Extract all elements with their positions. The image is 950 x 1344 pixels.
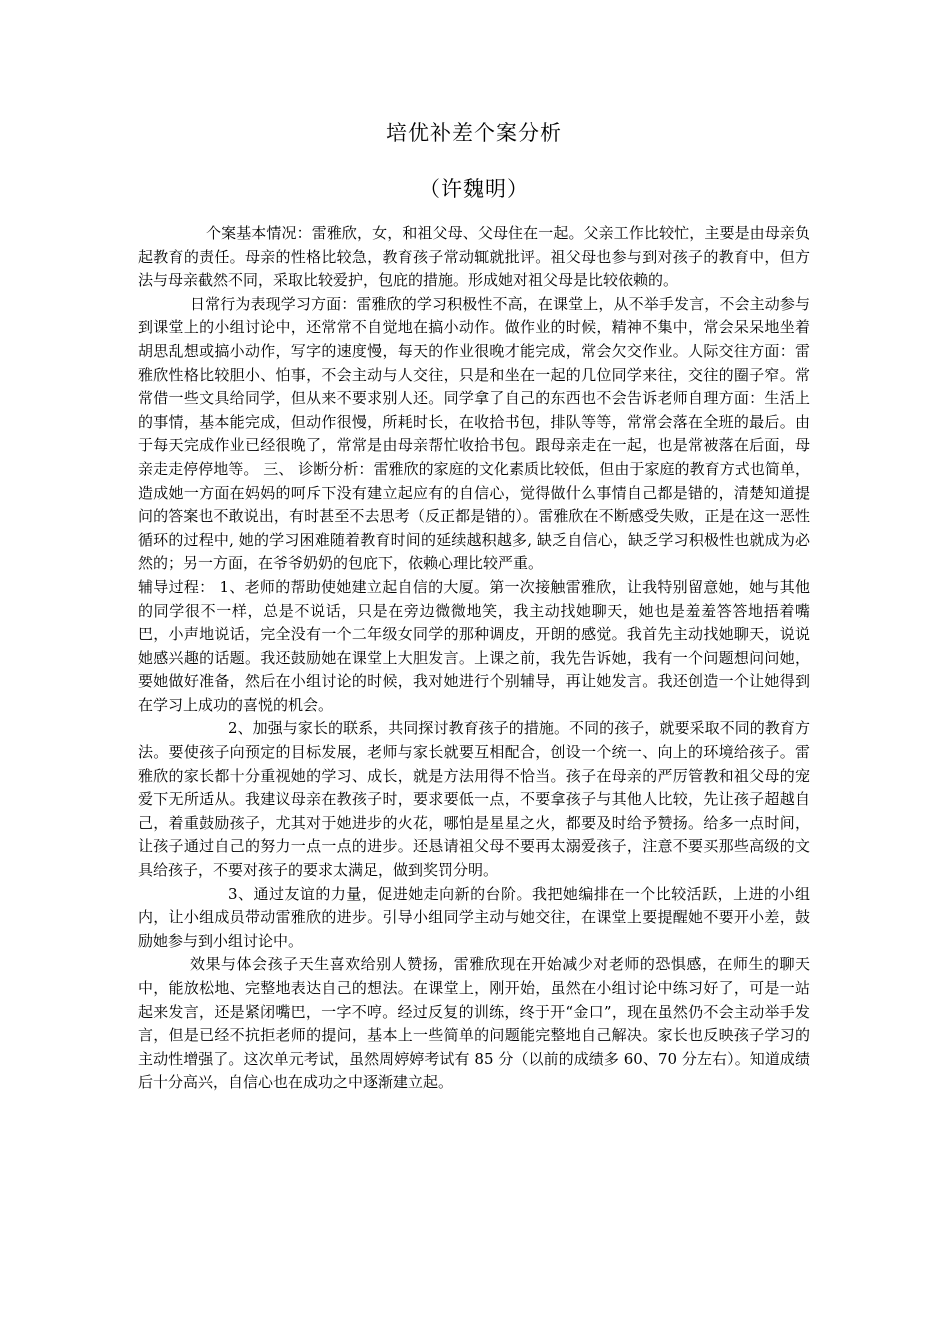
paragraph-guidance-process: 辅导过程： 1、老师的帮助使她建立起自信的大厦。第一次接触雷雅欣，让我特别留意她，她与其他的同学很不一样，总是不说话，只是在旁边微微地笑，我主动找她聊天，她也是羞羞答答地捂着嘴巴，小声地说话，完全没有一个二年级女同学的那种调皮，开朗的感觉。我首先主动找她聊天，说说她感兴趣的话题。我还鼓励她在课堂上大胆发言。上课之前，我先告诉她，我有一个问题想问问她，要她做好准备，然后在小组讨论的时候，我对她进行个别辅导，再让她发言。我还创造一个让她得到在学习上成功的喜悦的机会。 bbox=[138, 577, 810, 714]
document-author: （许魏明） bbox=[419, 177, 529, 201]
document-page bbox=[138, 118, 810, 1095]
paragraph-case-background: 个案基本情况：雷雅欣，女，和祖父母、父母住在一起。父亲工作比较忙，主要是由母亲负起教育的责任。母亲的性格比较急，教育孩子常动辄就批评。祖父母也参与到对孩子的教育中，但方法与母亲截然不同，采取比较爱护，包庇的措施。形成她对祖父母是比较依赖的。 bbox=[138, 224, 810, 290]
paragraph-daily-behavior: 日常行为表现学习方面：雷雅欣的学习积极性不高，在课堂上，从不举手发言，不会主动参与到课堂上的小组讨论中，还常常不自觉地在搞小动作。做作业的时候，精神不集中，常会呆呆地坐着胡思乱想或搞小动作，写字的速度慢，每天的作业很晚才能完成，常会欠交作业。人际交往方面：雷雅欣性格比较胆小、怕事，不会主动与人交往，只是和坐在一起的几位同学来往，交往的圈子窄。常常借一些文具给同学，但从来不要求别人还。同学拿了自己的东西也不会告诉老师自理方面：生活上的事情，基本能完成，但动作很慢，所耗时长，在收拾书包，排队等等，常常会落在全班的最后。由于每天完成作业已经很晚了，常常是由母亲帮忙收拾书包。跟母亲走在一起，也是常被落在后面，母亲走走停停地等。 三、 诊断分析：雷雅欣的家庭的文化素质比较低，但由于家庭的教育方式也简单，造成她一方面在妈妈的呵斥下没有建立起应有的自信心，觉得做什么事情自己都是错的，清楚知道提问的答案也不敢说出，有时甚至不去思考（反正都是错的）。雷雅欣在不断感受失败，正是在这一恶性循环的过程中, 她的学习困难随着教育时间的延续越积越多, 缺乏自信心，缺乏学习积极性也就成为必然的；另一方面，在爷爷奶奶的包庇下，依赖心理比较严重。 bbox=[138, 294, 810, 573]
paragraph-friendship: 3、通过友谊的力量，促进她走向新的台阶。我把她编排在一个比较活跃，上进的小组内，让小组成员带动雷雅欣的进步。引导小组同学主动与她交往，在课堂上要提醒她不要开小差，鼓励她参与到小组讨论中。 bbox=[138, 884, 810, 950]
paragraph-results: 效果与体会孩子天生喜欢给别人赞扬，雷雅欣现在开始减少对老师的恐惧感，在师生的聊天中，能放松地、完整地表达自己的想法。在课堂上，刚开始，虽然在小组讨论中练习好了，可是一站起来发言，还是紧闭嘴巴，一字不哼。经过反复的训练，终于开“金口”，现在虽然仍不会主动举手发言，但是已经不抗拒老师的提问，基本上一些简单的问题能完整地自己解决。家长也反映孩子学习的主动性增强了。这次单元考试，虽然周婷婷考试有 85 分（以前的成绩多 60、70 分左右）。知道成绩后十分高兴，自信心也在成功之中逐渐建立起。 bbox=[138, 955, 810, 1092]
document-title: 培优补差个案分析 bbox=[386, 121, 562, 145]
paragraph-parent-contact: 2、加强与家长的联系，共同探讨教育孩子的措施。不同的孩子，就要采取不同的教育方法。要使孩子向预定的目标发展，老师与家长就要互相配合，创设一个统一、向上的环境给孩子。雷雅欣的家长都十分重视她的学习、成长，就是方法用得不恰当。孩子在母亲的严厉管教和祖父母的宠爱下无所适从。我建议母亲在教孩子时，要求要低一点，不要拿孩子与其他人比较，先让孩子超越自己，着重鼓励孩子，尤其对于她进步的火花，哪怕是星星之火，都要及时给予赞扬。给多一点时间，让孩子通过自己的努力一点一点的进步。还恳请祖父母不要再太溺爱孩子，注意不要买那些高级的文具给孩子，不要对孩子的要求太满足，做到奖罚分明。 bbox=[138, 719, 810, 880]
